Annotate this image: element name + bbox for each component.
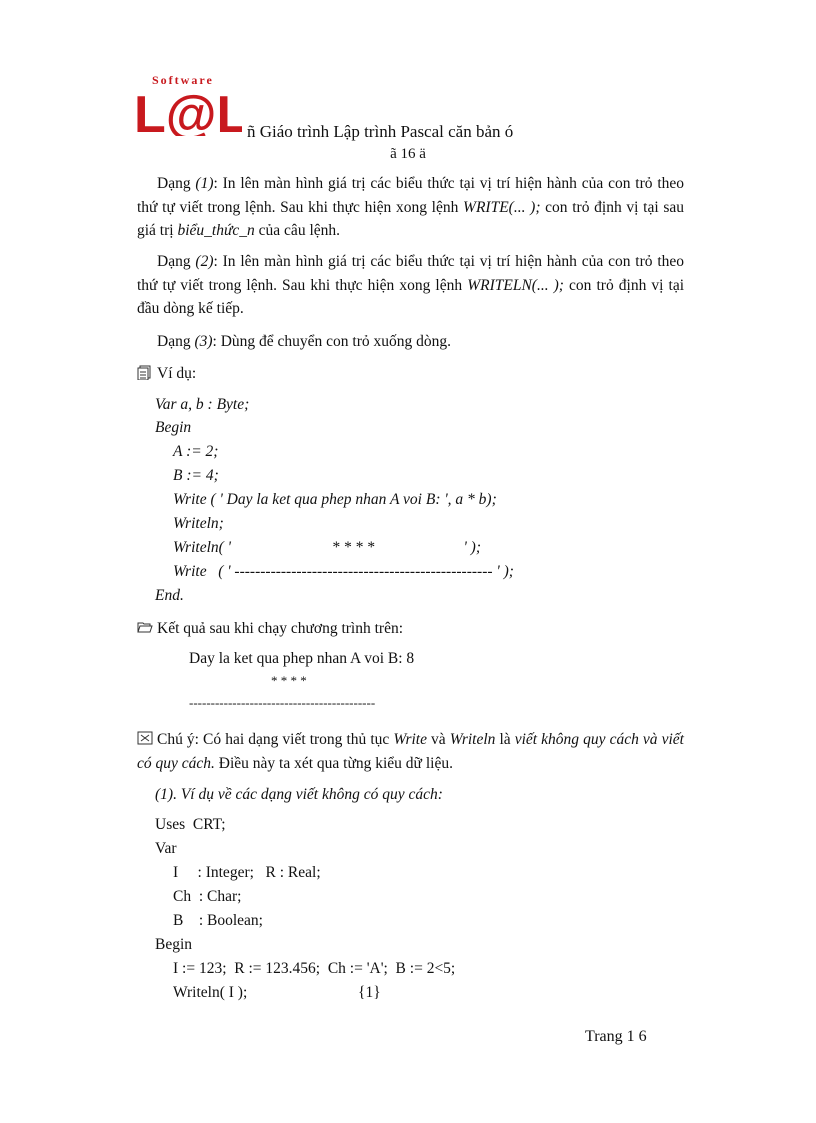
result-line-2: * * * * (271, 673, 307, 688)
p1-text-d: của câu lệnh. (254, 222, 341, 239)
code-line: Uses CRT; (155, 816, 226, 833)
example-label-text: Ví dụ: (157, 365, 197, 382)
paragraph-form-2 (137, 250, 684, 321)
paragraph-form-3 (137, 330, 684, 354)
footer-page-number: Trang 1 6 (585, 1028, 647, 1045)
code-comment: {1} (358, 984, 381, 1001)
header-title: ñ Giáo trình Lập trình Pascal căn bản ó (247, 122, 514, 141)
code-line: Write ( ' Day la ket qua phep nhan A voi B: ', a * b); (173, 491, 497, 508)
p1-text-a: Dạng (157, 175, 196, 192)
p1-expr: biểu_thức_n (177, 222, 255, 239)
p3-text-a: Dạng (157, 333, 195, 350)
note-write: Write (393, 731, 427, 748)
note-text-a: Chú ý: Có hai dạng viết trong thủ tục (157, 731, 394, 748)
code-line: B : Boolean; (173, 912, 263, 929)
p2-text-b: : In lên màn hình giá trị các biểu thức tại vị trí hiện hành của con trỏ theo thứ tự viết trong lệnh. Sau khi thực hiện xong lệnh (137, 253, 685, 294)
p1-text-b: : In lên màn hình giá trị các biểu thức tại vị trí hiện hành của con trỏ theo thứ tự viết trong lệnh. Sau khi thực hiện xong lệnh (137, 175, 685, 216)
code-line: Var a, b : Byte; (155, 396, 250, 413)
logo-text-main: L@L (134, 86, 242, 136)
note-paragraph (137, 728, 684, 775)
note-text-e: Điều này ta xét qua từng kiểu dữ liệu. (214, 754, 453, 772)
code-line: I := 123; R := 123.456; Ch := 'A'; B := 2<5; (173, 960, 456, 977)
folder-open-icon (137, 619, 153, 635)
p3-text-b: : Dùng để chuyển con trỏ xuống dòng. (212, 333, 452, 350)
p1-cmd: WRITE(... ); (463, 198, 541, 216)
note-box-icon (137, 730, 153, 746)
result-label (137, 619, 403, 638)
code-line: End. (155, 587, 184, 604)
p2-text-a: Dạng (157, 253, 196, 270)
code-line: Ch : Char; (173, 888, 242, 905)
note-text-b: và (426, 731, 450, 748)
note-writeln: Writeln (449, 731, 496, 748)
code-line: Writeln; (173, 515, 224, 532)
p2-form: (2) (195, 253, 214, 270)
code-line: Begin (155, 936, 193, 953)
code-line: Write ( ' -------------------------------------------------- ' ); (173, 563, 514, 580)
code-line: Begin (155, 419, 192, 436)
result-line-3: ------------------------------------------- (189, 695, 376, 710)
p2-text-c: con trỏ định vị tại đầu dòng kế tiếp. (137, 276, 685, 317)
code-line: B := 4; (173, 467, 219, 484)
code-line: I : Integer; R : Real; (173, 864, 321, 881)
code-line: A := 2; (173, 443, 219, 460)
p1-text-c: con trỏ định vị tại sau giá trị (137, 198, 684, 239)
header-page-marker: ã 16 ä (390, 146, 426, 162)
logo-graphic (132, 70, 242, 136)
paragraph-form-1 (137, 172, 684, 243)
p1-form: (1) (195, 175, 214, 192)
logo (132, 70, 242, 136)
example-label (137, 364, 196, 383)
logo-text-software: Software (152, 73, 214, 87)
code-line: Writeln( I ); (173, 984, 248, 1001)
code-line: Var (155, 840, 177, 857)
result-line-1: Day la ket qua phep nhan A voi B: 8 (189, 650, 415, 667)
note-text-c: là (495, 731, 515, 748)
notepad-icon (137, 364, 153, 380)
result-label-text: Kết quả sau khi chạy chương trình trên: (157, 620, 404, 637)
note-text-d: viết không quy cách và viết có quy cách. (137, 731, 684, 772)
p3-form: (3) (194, 333, 213, 350)
p2-cmd: WRITELN(... ); (467, 276, 564, 294)
section-heading: (1). Ví dụ về các dạng viết không có quy cách: (155, 786, 443, 803)
code-line: Writeln( ' * * * * ' ); (173, 539, 482, 556)
